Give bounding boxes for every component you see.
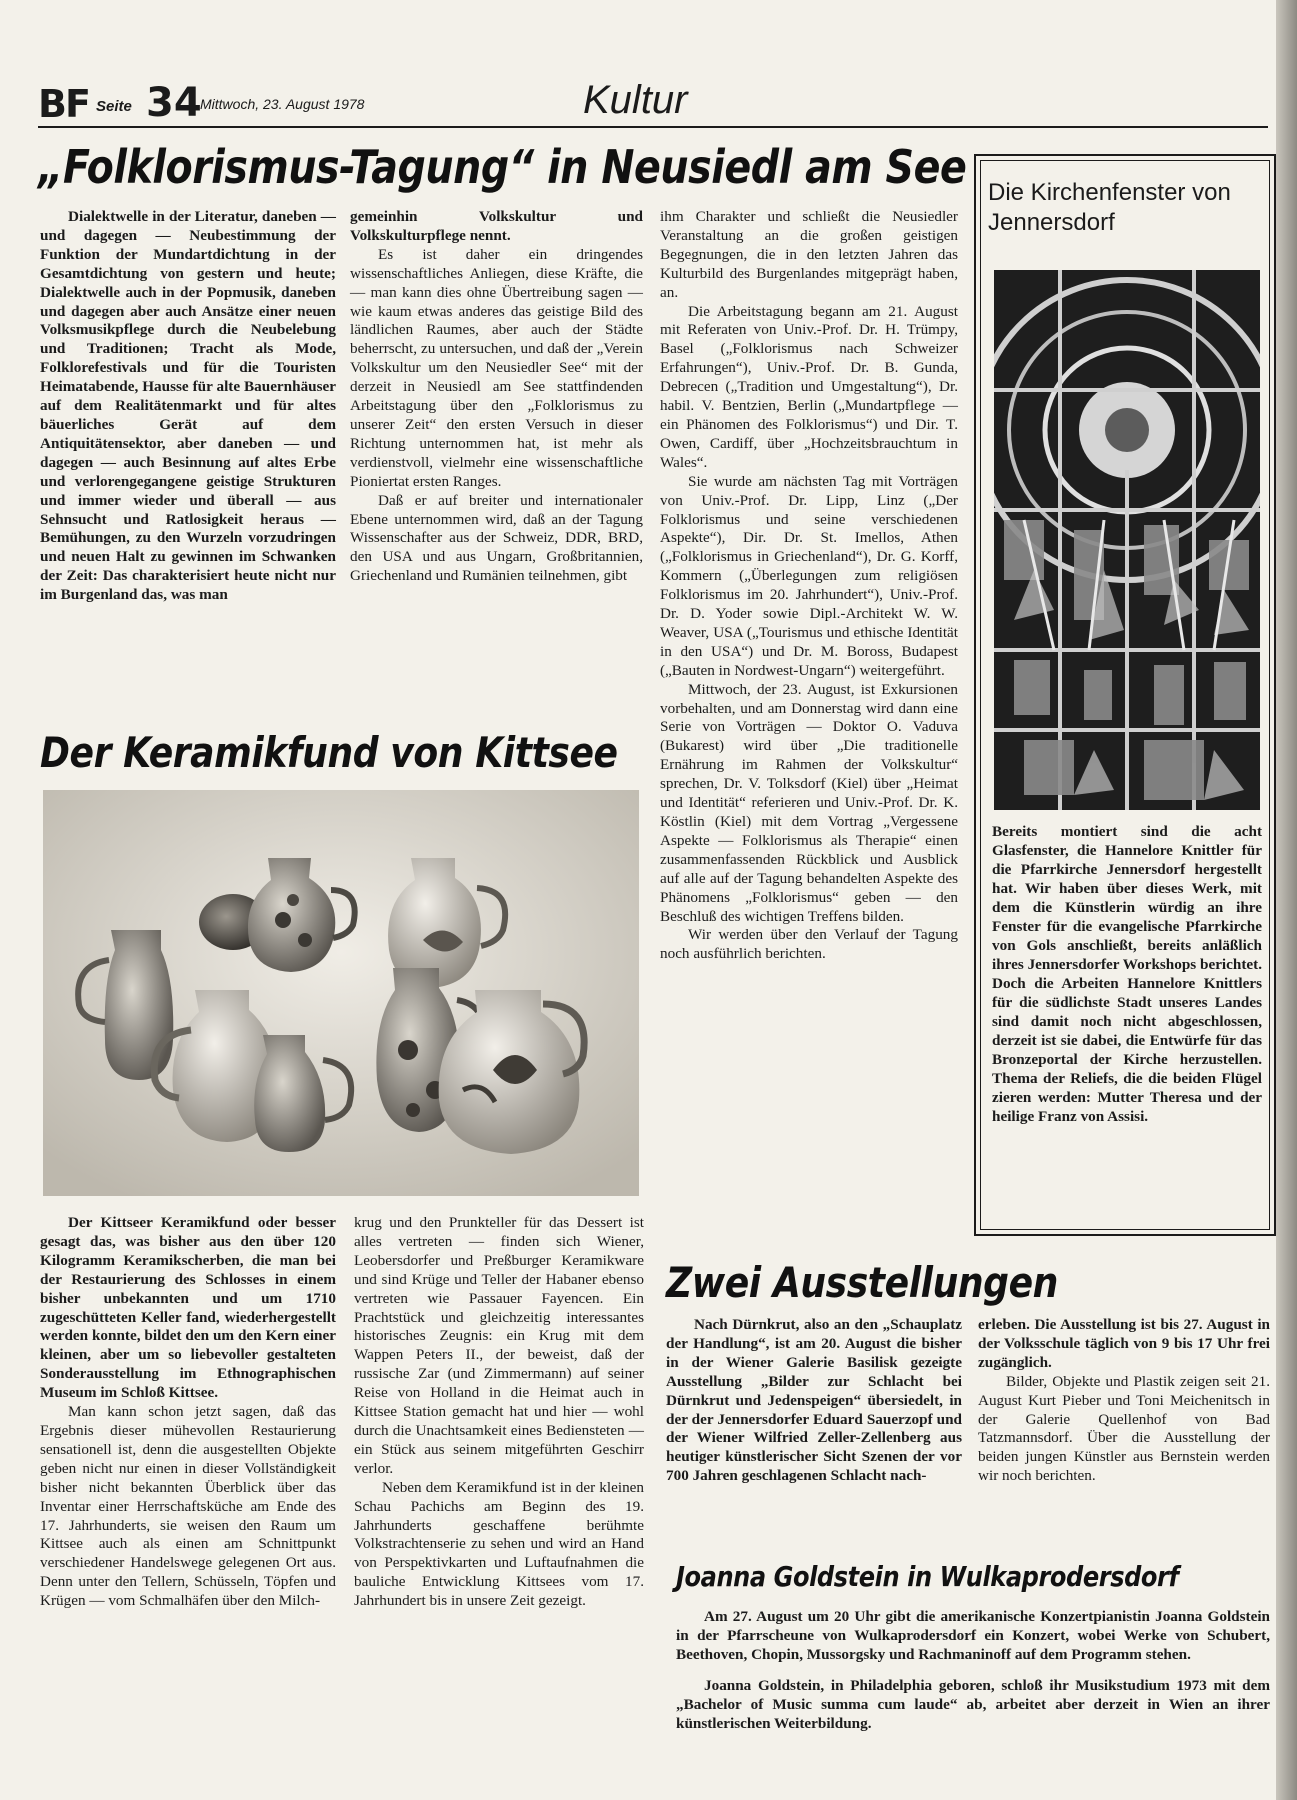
- article3-col2-lead: erleben. Die Ausstellung ist bis 27. August in der Volksschule täglich von 9 bis 17 Uhr frei zugänglich.: [978, 1316, 1270, 1371]
- article4-p1: Am 27. August um 20 Uhr gibt die amerikanische Konzertpianistin Joanna Goldstein in der Pfarrscheune von Wulkaprodersdorf ein Konzert, wobei Werke von Schubert, Beethoven, Chopin, Mussorgsky und Rachmaninoff auf dem Programm stehen.: [676, 1608, 1270, 1663]
- article2-col2-p0: krug und den Prunkteller für das Dessert ist alles vertreten — finden sich Wiener, Leobersdorfer und Preßburger Keramikware und sind Krüge und Teller der Habaner ebenso vertreten wie Passauer Fayencen. Ein Prachtstück und gleichzeitig interessantes historisches Zeugnis: ein Krug mit dem Wappen Peters II., der beweist, daß der russische Zar (und Zimmermann) auf seiner Reise von Holland in die Heimat auch in Kittsee Station gemacht hat und hier — wohl durch die Unachtsamkeit eines Bediensteten — ein Stück aus seinem mitgeführten Geschirr verlor.: [354, 1214, 644, 1477]
- article2-headline: Der Keramikfund von Kittsee: [40, 728, 618, 777]
- masthead-date: Mittwoch, 23. August 1978: [200, 96, 365, 112]
- masthead: [38, 78, 1268, 126]
- sidebar-title: Die Kirchenfenster von Jennersdorf: [988, 179, 1231, 236]
- article1-lead: Dialektwelle in der Literatur, daneben — und dagegen — Neubestimmung der Funktion der Mundartdichtung in der Gesamtdichtung von gestern und heute; Dialektwelle auch in der Popmusik, daneben und dagegen aber auch Ansätze einer neuen Volksmusikpflege durch die Neubelebung und Traditionen; Tracht als Mode, Folklorefestivals und für die Touristen Heimatabende, Hausse für alte Bauernhäuser auf dem Realitätenmarkt und für altes bäuerliches Gerät auf dem Antiquitätensektor, aber daneben — und dagegen — auch Besinnung auf altes Erbe und verlorengegangene geistige Strukturen und immer wieder und überall — aus Sehnsucht und Ratlosigkeit heraus — Bemühungen, zu den Wurzeln vorzudringen und neuen Halt zu gewinnen im Schwanken der Zeit: Das charakterisiert heute nicht nur im Burgenland das, was man: [40, 208, 336, 604]
- article1-col3-p2: Sie wurde am nächsten Tag mit Vorträgen von Univ.-Prof. Dr. Lipp, Linz („Der Folklorismus und seine verschiedenen Aspekte“), Dir. Dr. St. Imellos, Athen („Folklorismus in Griechenland“), Dr. G. Korff, Kommern („Überlegungen zum religiösen Folklorismus im 20. Jahrhundert“), Univ.-Prof. Dr. D. Yoder sowie Dipl.-Architekt W. W. Weaver, USA („Tourismus und ethische Identität in den USA“) und Dr. M. Boross, Budapest („Bauten in Nordwest-Ungarn“) weitergeführt.: [660, 472, 958, 679]
- ceramics-photo: [43, 790, 639, 1196]
- ceramics-photo-svg: [43, 790, 639, 1196]
- article3-col2: [978, 1316, 1270, 1486]
- masthead-page-number: 34: [146, 80, 202, 126]
- article4-p2: Joanna Goldstein, in Philadelphia geboren, schloß ihr Musikstudium 1973 mit dem „Bachelor of Music summa cum laude“ ab, arbeitet aber derzeit in Wien an ihrer künstlerischen Weiterbildung.: [676, 1676, 1270, 1732]
- article1-col3-p3: Mittwoch, der 23. August, ist Exkursionen vorbehalten, und am Donnerstag wird dann eine Serie von Vorträgen — Doktor O. Vaduva (Bukarest) wird über „Die traditionelle Ernährung im Rahmen der Volkskultur“ sprechen, Dr. V. Tolksdorf (Kiel) über „Heimat und Identität“ referieren und Univ.-Prof. Dr. K. Köstlin (Kiel) mit dem Vortrag „Vergessene Aspekte — Folklorismus als Therapie“ einen zusammenfassenden Rückblick und Ausblick auf alle auf der Tagung behandelten Aspekte des Phänomens „Folklorismus“ geben — den Beschluß des wichtigen Treffens bilden.: [660, 680, 958, 925]
- article1-headline: „Folklorismus-Tagung“ in Neusiedl am See: [38, 140, 967, 194]
- article1-col2-lead: gemeinhin Volkskultur und Volkskulturpflege nennt.: [350, 208, 643, 244]
- article4-body: [676, 1608, 1270, 1733]
- article1-col2: [350, 208, 643, 586]
- article1-col3: [660, 208, 958, 964]
- article1-col2-p2: Daß er auf breiter und internationaler Ebene unternommen wird, daß an der Tagung Wissenschafter aus der Schweiz, DDR, BRD, den USA und aus Ungarn, Großbritannien, Griechenland und Rumänien teilnehmen, gibt: [350, 491, 643, 585]
- article3-headline: Zwei Ausstellungen: [666, 1258, 1058, 1307]
- article3-col2-p1: Bilder, Objekte und Plastik zeigen seit 21. August Kurt Pieber und Toni Meichenitsch in der Galerie Quellenhof von Bad Tatzmannsdorf. Über die Ausstellung der beiden jungen Künstler aus Bernstein werden wir noch berichten.: [978, 1372, 1270, 1485]
- article3-col1-lead: Nach Dürnkrut, also an den „Schauplatz der Handlung“, ist am 20. August die bisher in der Wiener Galerie Basilisk gezeigte Ausstellung „Bilder zur Schlacht bei Dürnkrut und Jedenspeigen“ übersiedelt, in der der Jennersdorfer Eduard Sauerzopf und der Wiener Wilfried Zeller-Zellenberg aus heutiger künstlerischer Sicht Szenen der vor 700 Jahren geschlagenen Schlacht nach-: [666, 1316, 962, 1485]
- article1-col2-p1: Es ist daher ein dringendes wissenschaftliches Anliegen, diese Kräfte, die — man kann dies ohne Übertreibung sagen — wie kaum etwas anderes das geistige Bild des ländlichen Raumes, aber auch der Städte beherrscht, zu untersuchen, und daß der „Verein Volkskultur um den Neusiedler See“ mit der derzeit in Neusiedl am See stattfindenden Arbeitstagung über den „Folklorismus zu unserer Zeit“ den ersten Versuch in dieser Richtung unternommen hat, ist mehr als verdienstvoll, vielmehr eine wissenschaftliche Pioniertat ersten Ranges.: [350, 245, 643, 490]
- article1-col3-p0: ihm Charakter und schließt die Neusiedler Veranstaltung an die großen geistigen Begegnungen, die in den letzten Jahren das Kulturbild des Burgenlandes mitgeprägt haben, an.: [660, 208, 958, 301]
- masthead-logo: BF: [38, 82, 89, 126]
- article2-col2-p1: Neben dem Keramikfund ist in der kleinen Schau Pachichs am Beginn des 19. Jahrhunderts geschaffene berühmte Volkstrachtenserie zu sehen und wird an Hand von Perspektivkarten und Luftaufnahmen die bauliche Entwicklung Kittsees vom 17. Jahrhundert bis in unsere Zeit gezeigt.: [354, 1478, 644, 1610]
- sidebar-box: [974, 154, 1276, 1236]
- sidebar-text: Bereits montiert sind die acht Glasfenster, die Hannelore Knittler für die Pfarrkirche Jennersdorf hergestellt hat. Wir haben über dieses Werk, mit dem die Künstlerin würdig an ihre Fenster für die evangelische Pfarrkirche von Gols anschließt, bereits anläßlich ihres Jennersdorfer Workshops berichtet. Doch die Arbeiten Hannelore Knittlers für die südlichste Stadt unseres Landes sind damit noch nicht abgeschlossen, derzeit ist sie dabei, die Entwürfe für das Bronzeportal der Kirche herzustellen. Thema der Reliefs, die die beiden Flügel zieren werden: Mutter Theresa und der heilige Franz von Assisi.: [992, 823, 1262, 1125]
- stained-glass-svg: [994, 270, 1260, 810]
- stained-glass-photo: [994, 270, 1260, 810]
- article1-col3-p4: Wir werden über den Verlauf der Tagung noch ausführlich berichten.: [660, 926, 958, 963]
- article1-col3-p1: Die Arbeitstagung begann am 21. August mit Referaten von Univ.-Prof. Dr. H. Trümpy, Basel („Folklorismus nach Schweizer Erfahrungen“), Univ.-Prof. Dr. B. Gunda, Debrecen („Tradition und Umgestaltung“), Dr. habil. V. Bentzien, Berlin („Mundartpflege — ein Phänomen des Folklorismus“) und Dir. T. Owen, Cardiff, über „Hochzeitsbrauchtum in Wales“.: [660, 302, 958, 471]
- article3-col1: [666, 1316, 962, 1486]
- masthead-section: Kultur: [583, 78, 688, 122]
- article2-col1-p1: Man kann schon jetzt sagen, daß das Ergebnis dieser mühevollen Restaurierung sensationell ist, denn die ausgestellten Objekte geben nicht nur einen in dieser Vollständigkeit bisher nicht bekannten Überblick über das Inventar einer Herrschaftsküche am Ende des 17. Jahrhunderts, sie weisen den Raum um Kittsee auch als einen am Schnittpunkt verschiedener Handelswege gelegenen Ort aus. Denn unter den Tellern, Schüsseln, Töpfen und Krügen — vom Schmalhäfen über den Milch-: [40, 1403, 336, 1610]
- article2-col1-lead: Der Kittseer Keramikfund oder besser gesagt das, was bisher aus den über 120 Kilogramm Keramikscherben, die man bei der Restaurierung des Schlosses in einem bisher unbekannten und um 1710 zugeschütteten Keller fand, wiederhergestellt werden konnte, bildet den um den Kern einer kleinen, aber um so liebevoller gestalteten Sonderausstellung im Ethnographischen Museum im Schloß Kittsee.: [40, 1214, 336, 1402]
- article2-col1: [40, 1214, 336, 1611]
- page-edge-shadow: [1276, 0, 1297, 1800]
- masthead-seite-label: Seite: [96, 98, 132, 115]
- masthead-rule: [38, 126, 1268, 128]
- article1-col1: [40, 208, 336, 605]
- article2-col2: [354, 1214, 644, 1611]
- article4-headline: Joanna Goldstein in Wulkaprodersdorf: [676, 1560, 1179, 1593]
